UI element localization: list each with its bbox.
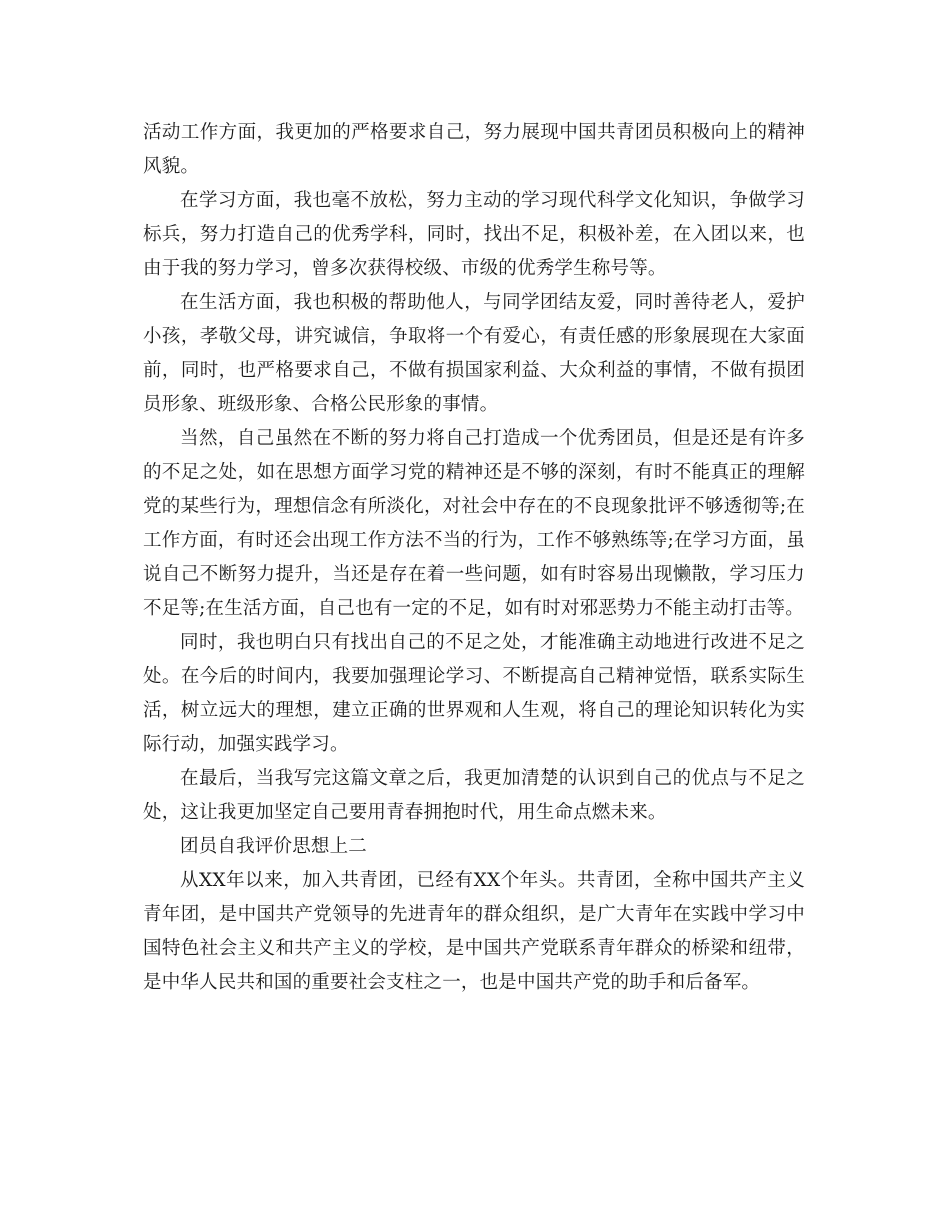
paragraph-study: 在学习方面，我也毫不放松，努力主动的学习现代科学文化知识，争做学习标兵，努力打造自己的优秀学科，同时，找出不足，积极补差，在入团以来，也由于我的努力学习，曾多次获得校级、市级的优秀学生称号等。: [143, 190, 805, 279]
section-heading: 团员自我评价思想上二: [180, 836, 368, 857]
paragraph-activity-work: 活动工作方面，我更加的严格要求自己，努力展现中国共青团员积极向上的精神风貌。: [143, 122, 805, 177]
paragraph-life: 在生活方面，我也积极的帮助他人，与同学团结友爱，同时善待老人，爱护小孩，孝敬父母，讲究诚信，争取将一个有爱心，有责任感的形象展现在大家面前，同时，也严格要求自己，不做有损国家利益、大众利益的事情，不做有损团员形象、班级形象、合格公民形象的事情。: [143, 292, 805, 415]
paragraph-improvement: 同时，我也明白只有找出自己的不足之处，才能准确主动地进行改进不足之处。在今后的时间内，我要加强理论学习、不断提高自己精神觉悟，联系实际生活，树立远大的理想，建立正确的世界观和人生观，将自己的理论知识转化为实际行动，加强实践学习。: [143, 632, 805, 755]
paragraph-league-intro: 从XX年以来，加入共青团，已经有XX个年头。共青团，全称中国共产主义青年团，是中国共产党领导的先进青年的群众组织，是广大青年在实践中学习中国特色社会主义和共产主义的学校，是中国共产党联系青年群众的桥梁和纽带，是中华人民共和国的重要社会支柱之一，也是中国共产党的助手和后备军。: [143, 870, 805, 993]
paragraph-conclusion: 在最后，当我写完这篇文章之后，我更加清楚的认识到自己的优点与不足之处，这让我更加坚定自己要用青春拥抱时代，用生命点燃未来。: [143, 768, 805, 823]
paragraph-shortcomings: 当然，自己虽然在不断的努力将自己打造成一个优秀团员，但是还是有许多的不足之处，如在思想方面学习党的精神还是不够的深刻，有时不能真正的理解党的某些行为，理想信念有所淡化，对社会中存在的不良现象批评不够透彻等;在工作方面，有时还会出现工作方法不当的行为，工作不够熟练等;在学习方面，虽说自己不断努力提升，当还是存在着一些问题，如有时容易出现懒散，学习压力不足等;在生活方面，自己也有一定的不足，如有时对邪恶势力不能主动打击等。: [143, 428, 805, 619]
document-body: [143, 116, 805, 1000]
